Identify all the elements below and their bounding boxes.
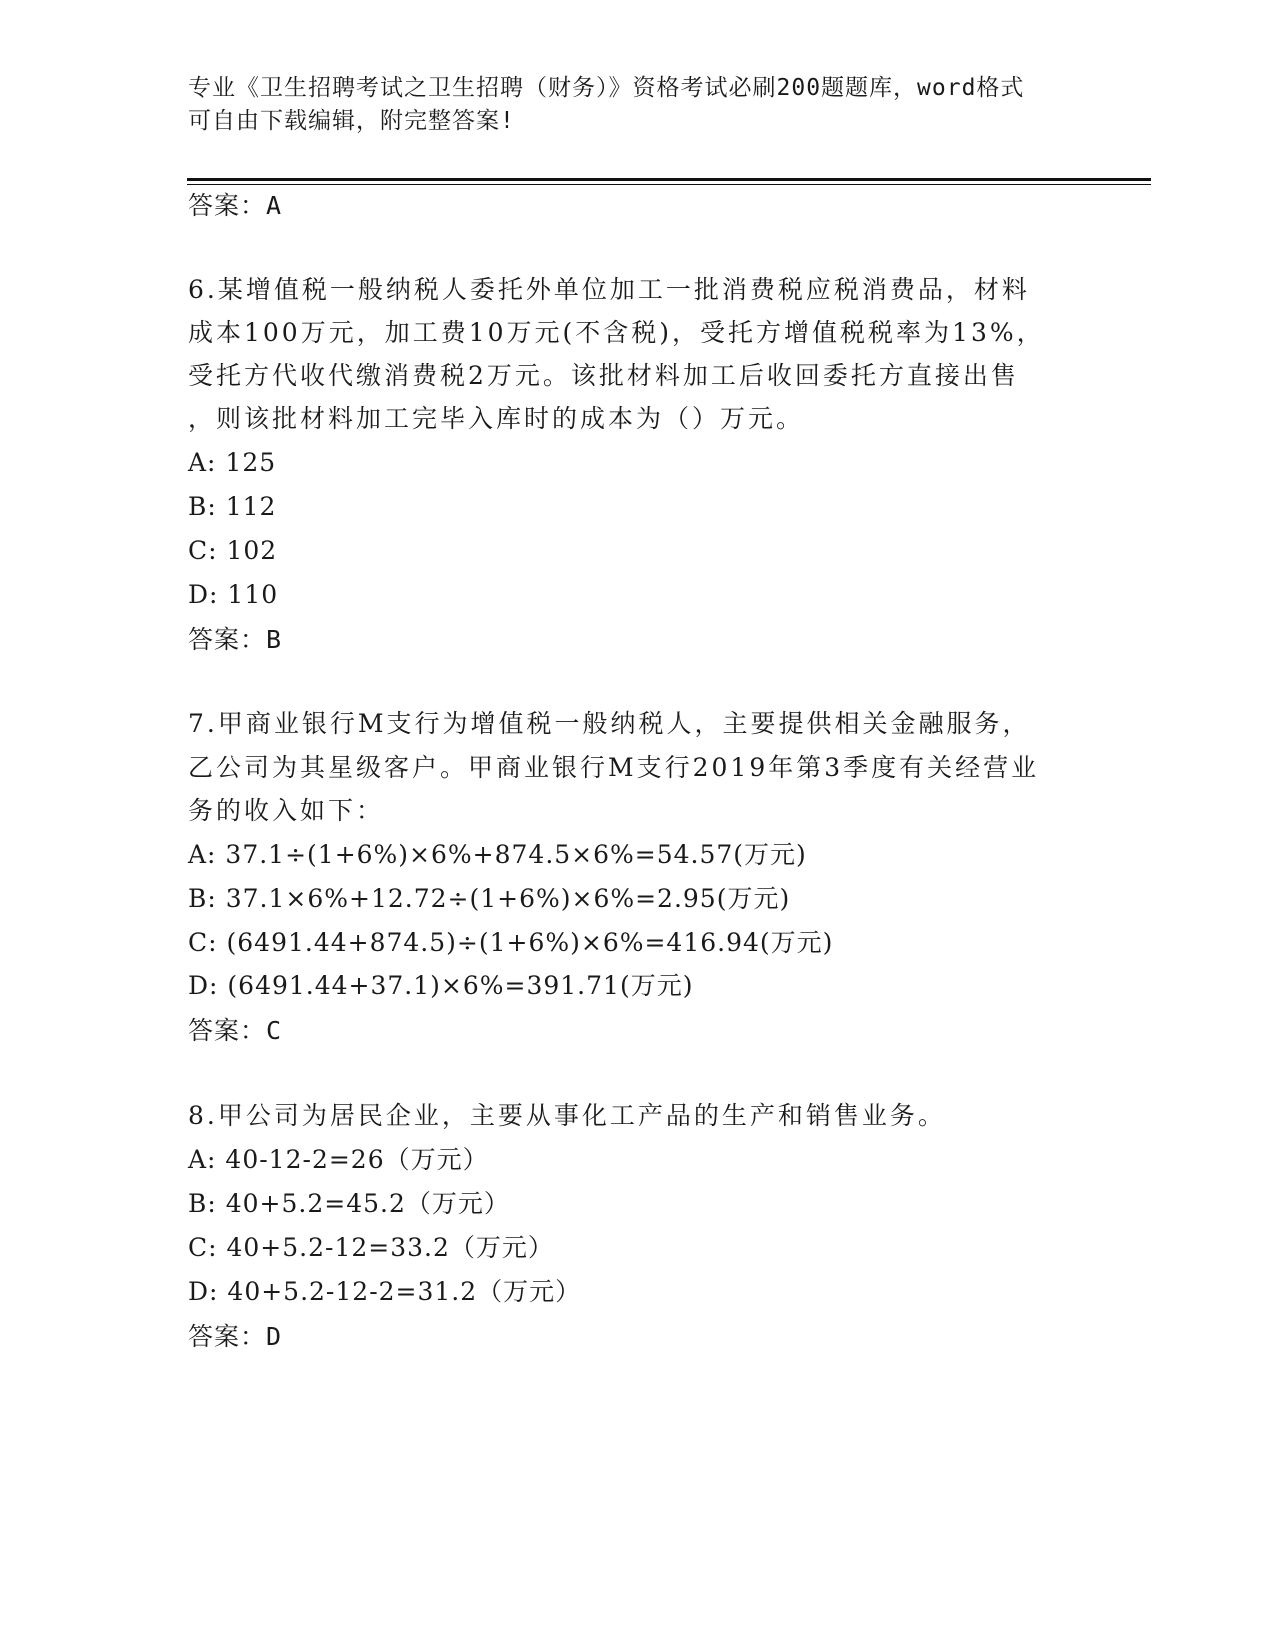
answer-q7: 答案：C xyxy=(188,1016,283,1045)
answer-q6: 答案：B xyxy=(188,625,283,654)
question-8-option-a: A: 40-12-2=26（万元） xyxy=(188,1145,489,1174)
question-7-line-3: 务的收入如下： xyxy=(188,796,385,825)
question-7-line-2: 乙公司为其星级客户。甲商业银行M支行2019年第3季度有关经营业 xyxy=(188,753,1040,782)
question-7-option-c: C: (6491.44+874.5)÷(1+6%)×6%=416.94(万元) xyxy=(188,928,834,957)
question-8-option-d: D: 40+5.2-12-2=31.2（万元） xyxy=(188,1277,582,1306)
question-6-line-2: 成本100万元，加工费10万元(不含税)，受托方增值税税率为13%， xyxy=(188,318,1045,347)
question-6-line-1: 6.某增值税一般纳税人委托外单位加工一批消费税应税消费品，材料 xyxy=(188,275,1030,304)
header-divider-thick xyxy=(187,178,1151,181)
question-6-option-d: D: 110 xyxy=(188,580,279,609)
question-7-option-b: B: 37.1×6%+12.72÷(1+6%)×6%=2.95(万元) xyxy=(188,884,791,913)
question-8-option-b: B: 40+5.2=45.2（万元） xyxy=(188,1189,510,1218)
answer-q8: 答案：D xyxy=(188,1322,283,1351)
question-6-option-b: B: 112 xyxy=(188,492,277,521)
header-line-1: 专业《卫生招聘考试之卫生招聘（财务）》资格考试必刷200题题库，word格式 xyxy=(188,75,1025,101)
question-7-option-d: D: (6491.44+37.1)×6%=391.71(万元) xyxy=(188,971,694,1000)
question-8-option-c: C: 40+5.2-12=33.2（万元） xyxy=(188,1233,554,1262)
document-header xyxy=(188,72,1088,138)
header-divider-thin xyxy=(187,184,1151,185)
question-6-option-a: A: 125 xyxy=(188,448,277,477)
answer-q5: 答案：A xyxy=(188,191,283,220)
question-7-line-1: 7.甲商业银行M支行为增值税一般纳税人，主要提供相关金融服务， xyxy=(188,709,1031,738)
question-6-option-c: C: 102 xyxy=(188,536,278,565)
question-8-line-1: 8.甲公司为居民企业，主要从事化工产品的生产和销售业务。 xyxy=(188,1101,946,1130)
question-6-line-3: 受托方代收代缴消费税2万元。该批材料加工后收回委托方直接出售 xyxy=(188,361,1019,390)
question-7-option-a: A: 37.1÷(1+6%)×6%+874.5×6%=54.57(万元) xyxy=(188,840,807,869)
header-line-2: 可自由下载编辑，附完整答案! xyxy=(188,108,515,134)
question-6-line-4: ，则该批材料加工完毕入库时的成本为（）万元。 xyxy=(188,404,805,433)
